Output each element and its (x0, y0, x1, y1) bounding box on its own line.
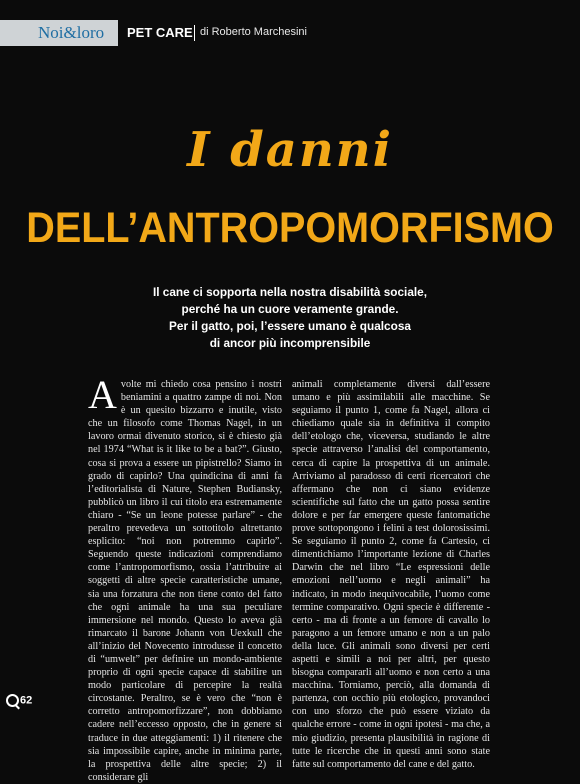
section-tab (0, 20, 118, 46)
header-divider (194, 25, 195, 41)
subtitle-line: perché ha un cuore veramente grande. (181, 302, 399, 316)
page-number: 62 (20, 694, 33, 707)
kicker-label: PET CARE (127, 25, 193, 40)
body-column-1 (88, 372, 282, 784)
subtitle-line: Il cane ci sopporta nella nostra disabilità sociale, (152, 285, 428, 299)
body-column-2 (292, 378, 490, 771)
magazine-logo-icon (6, 694, 19, 707)
subtitle-line: di ancor più incomprensibile (209, 336, 371, 350)
author-byline: di Roberto Marchesini (200, 26, 307, 38)
page-footer (6, 694, 32, 707)
article-subtitle (120, 284, 460, 352)
section-name: Noi&loro (38, 23, 105, 42)
subtitle-line: Per il gatto, poi, l’essere umano è qualcosa (169, 319, 411, 333)
article-title-line1: I danni (187, 122, 393, 178)
page-header (0, 20, 580, 46)
body-text-col1: volte mi chiedo cosa pensino i nostri beniamini a quattro zampe di noi. Non è un quesito bizzarro e inutile, visto che un filosofo come Thomas Nagel, in un lavoro ormai divenuto storico, si è chiesto già nel 1974 “What is it like to be a bat?”. Giusto, cosa si prova a essere un pipistrello? Siamo in grado di capirlo? Una quindicina di anni fa l’editorialista di Nature, Stephen Budiansky, pubblicò un libro il cui titolo era estremamente chiaro - “Se un leone potesse parlare” - che peraltro prevedeva un sottotitolo altrettanto esplicito: “noi non potremmo capirlo”. Seguendo queste indicazioni comprendiamo come l’antropomorfismo, ossia l’attribuire ai soggetti di altre specie caratteristiche umane, sia una forzatura che non tiene conto del fatto che ogni animale ha una sua peculiare immersione nel mondo. Questo lo aveva già rimarcato il barone Johann von Uexkull che all’inizio del Novecento introdusse il concetto di “umwelt” per definire un mondo-ambiente proprio di ogni specie capace di stabilire un modo particolare di percepire la realtà circostante. Peraltro, se è vero che “non è corretto antropomorfizzare”, non dobbiamo cadere nell’eccesso opposto, che in genere si traduce in due atteggiamenti: 1) il ritenere che sia impossibile capire, anche in minima parte, la prospettiva delle altre specie; 2) il considerare gli (88, 379, 282, 783)
body-text-col2: animali completamente diversi dall’essere umano e più assimilabili alle macchine. Se seguiamo il punto 1, come fa Nagel, allora ci chiediamo quale sia in definitiva il compito dell’etologo che, viceversa, studiando le altre specie attraverso l’analisi del comportamento, cerca di capire la prospettiva di un animale. Arriviamo al paradosso di certi ricercatori che affermano che non ci siano evidenze scientifiche sul fatto che un gatto possa sentire dolore e per far emergere queste fantomatiche prove sottopongono i felini a test dolorosissimi. Se seguiamo il punto 2, come fa Cartesio, ci dimentichiamo l’importante lezione di Charles Darwin che nel libro “Le espressioni delle emozioni nell’uomo e negli animali” ha indicato, in modo inequivocabile, l’uomo come termine comparativo. Ogni specie è differente - certo - ma di fronte a un femore di cavallo lo paragono a un femore umano e non a un palo della luce. Gli animali sono diversi per certi aspetti e simili a noi per altri, per questo bisogna compararli all’uomo e non certo a una macchina. Torniamo, perciò, alla domanda di partenza, con occhio più etologico, provandoci con uno sforzo che può essere viziato da qualche errore - come in ogni ipotesi - ma che, a mio giudizio, presenta plausibilità in ragione di tutte le ricerche che in questi anni sono state fatte sul comportamento del cane e del gatto. (292, 379, 490, 770)
article-title-line2: DELL’ANTROPOMORFISMO (26, 204, 554, 252)
drop-cap: A (88, 372, 117, 417)
